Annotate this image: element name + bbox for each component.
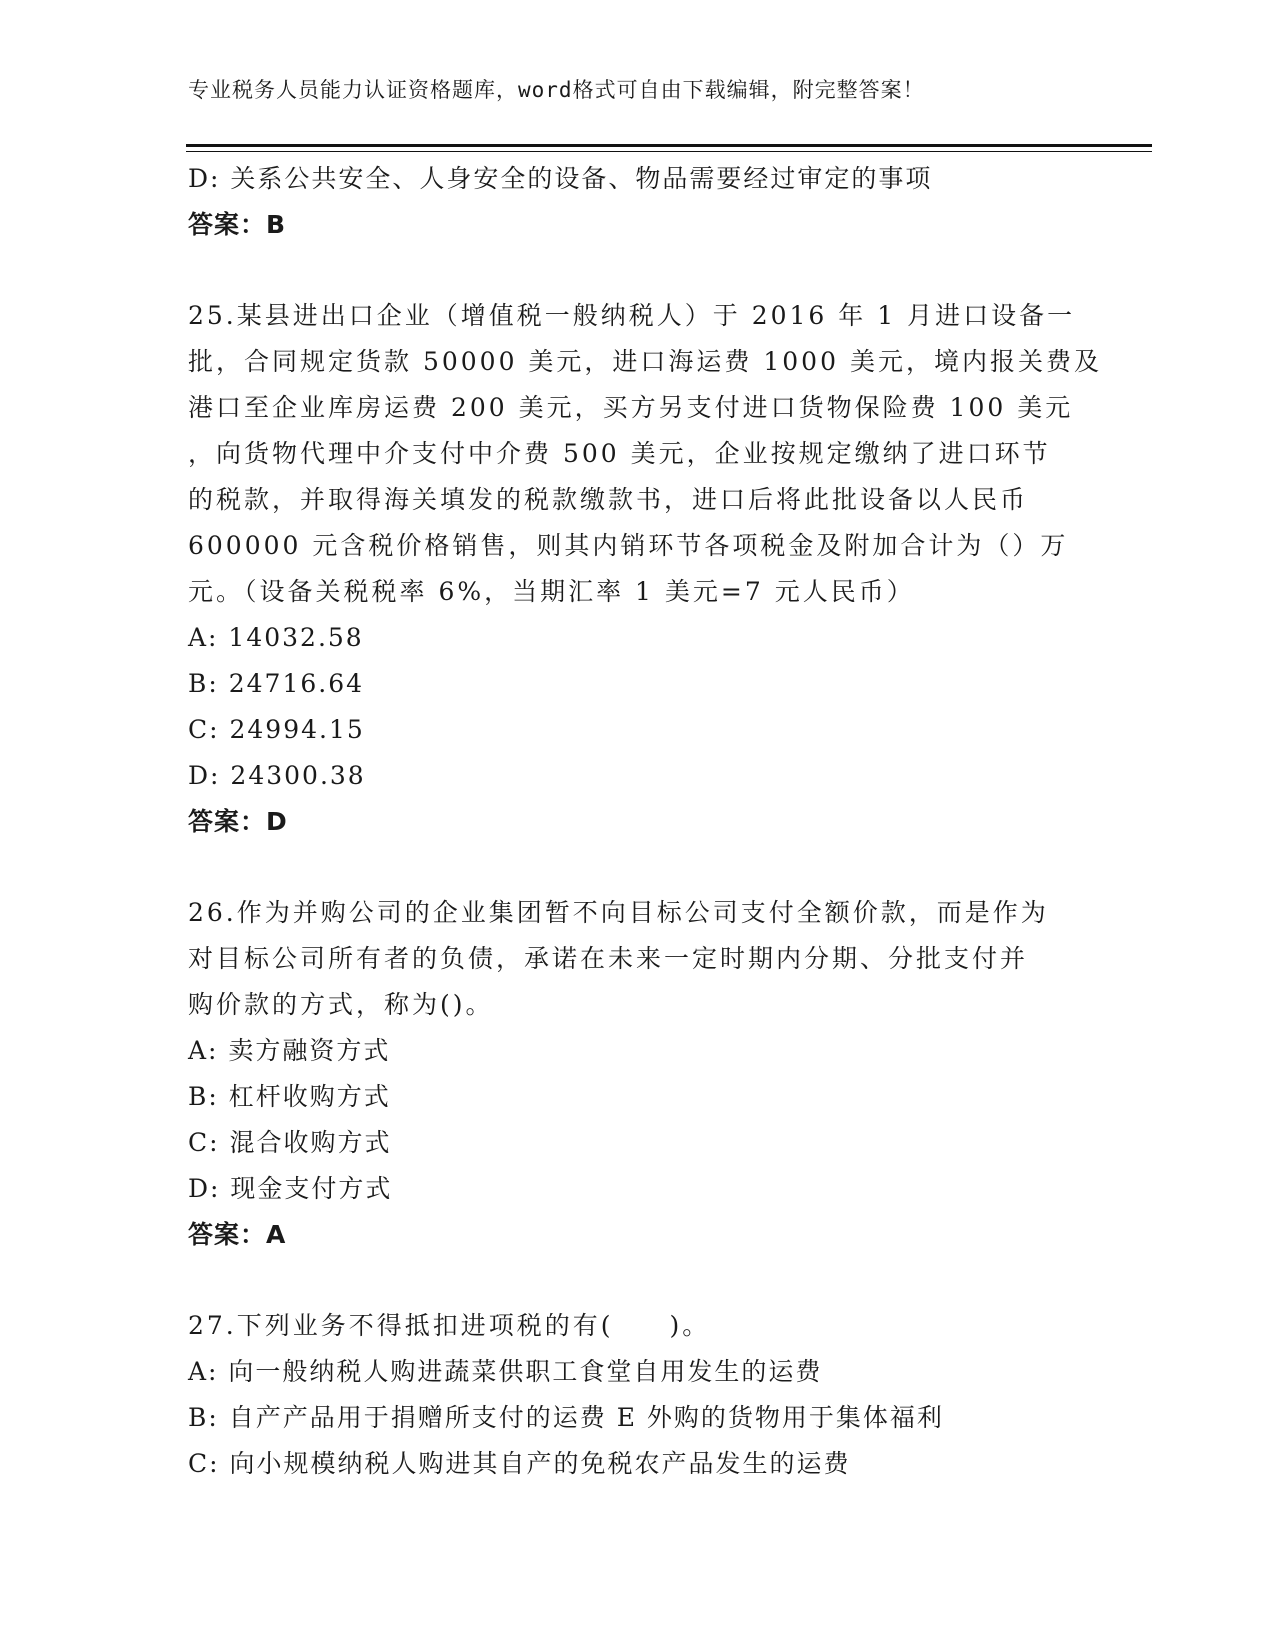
question-option: B: 自产产品用于捐赠所支付的运费 E 外购的货物用于集体福利 (188, 1403, 944, 1432)
question-list (188, 248, 1102, 1487)
question-option: A: 卖方融资方式 (188, 1036, 391, 1065)
document-body (188, 156, 1102, 1487)
prev-question-answer: 答案：B (188, 210, 287, 239)
prev-question-option-d: D: 关系公共安全、人身安全的设备、物品需要经过审定的事项 (188, 164, 933, 193)
question-stem-line: 26.作为并购公司的企业集团暂不向目标公司支付全额价款，而是作为 (188, 898, 1049, 927)
question-option: D: 24300.38 (188, 761, 366, 790)
question-option: D: 现金支付方式 (188, 1174, 393, 1203)
question-option: C: 24994.15 (188, 715, 365, 744)
page-header: 专业税务人员能力认证资格题库，word格式可自由下载编辑，附完整答案！ (188, 78, 925, 102)
header-rule-thick (186, 144, 1152, 147)
question-stem-line: 购价款的方式，称为()。 (188, 990, 494, 1019)
question-option: A: 14032.58 (188, 623, 364, 652)
question-stem-line: 元。（设备关税税率 6%，当期汇率 1 美元=7 元人民币） (188, 577, 915, 606)
question-spacer (188, 845, 1088, 890)
question-spacer (188, 248, 1088, 293)
question-block (188, 890, 1088, 1258)
question-option: C: 混合收购方式 (188, 1128, 392, 1157)
question-spacer (188, 1258, 1088, 1303)
question-stem-line: 的税款，并取得海关填发的税款缴款书，进口后将此批设备以人民币 (188, 485, 1029, 514)
question-block (188, 1303, 1088, 1487)
question-stem-line: 25.某县进出口企业（增值税一般纳税人）于 2016 年 1 月进口设备一 (188, 301, 1076, 330)
question-stem-line: 对目标公司所有者的负债，承诺在未来一定时期内分期、分批支付并 (188, 944, 1029, 973)
question-option: C: 向小规模纳税人购进其自产的免税农产品发生的运费 (188, 1449, 851, 1478)
question-option: A: 向一般纳税人购进蔬菜供职工食堂自用发生的运费 (188, 1357, 823, 1386)
question-answer: 答案：D (188, 807, 288, 836)
question-stem-line: 批，合同规定货款 50000 美元，进口海运费 1000 美元，境内报关费及 (188, 347, 1102, 376)
question-stem-line: 600000 元含税价格销售，则其内销环节各项税金及附加合计为（）万 (188, 531, 1069, 560)
question-answer: 答案：A (188, 1220, 287, 1249)
question-block (188, 293, 1102, 845)
question-stem-line: 27.下列业务不得抵扣进项税的有( )。 (188, 1311, 711, 1340)
question-option: B: 杠杆收购方式 (188, 1082, 391, 1111)
question-stem-line: ，向货物代理中介支付中介费 500 美元，企业按规定缴纳了进口环节 (188, 439, 1051, 468)
question-stem-line: 港口至企业库房运费 200 美元，买方另支付进口货物保险费 100 美元 (188, 393, 1074, 422)
header-rule-thin (186, 151, 1152, 152)
question-option: B: 24716.64 (188, 669, 365, 698)
